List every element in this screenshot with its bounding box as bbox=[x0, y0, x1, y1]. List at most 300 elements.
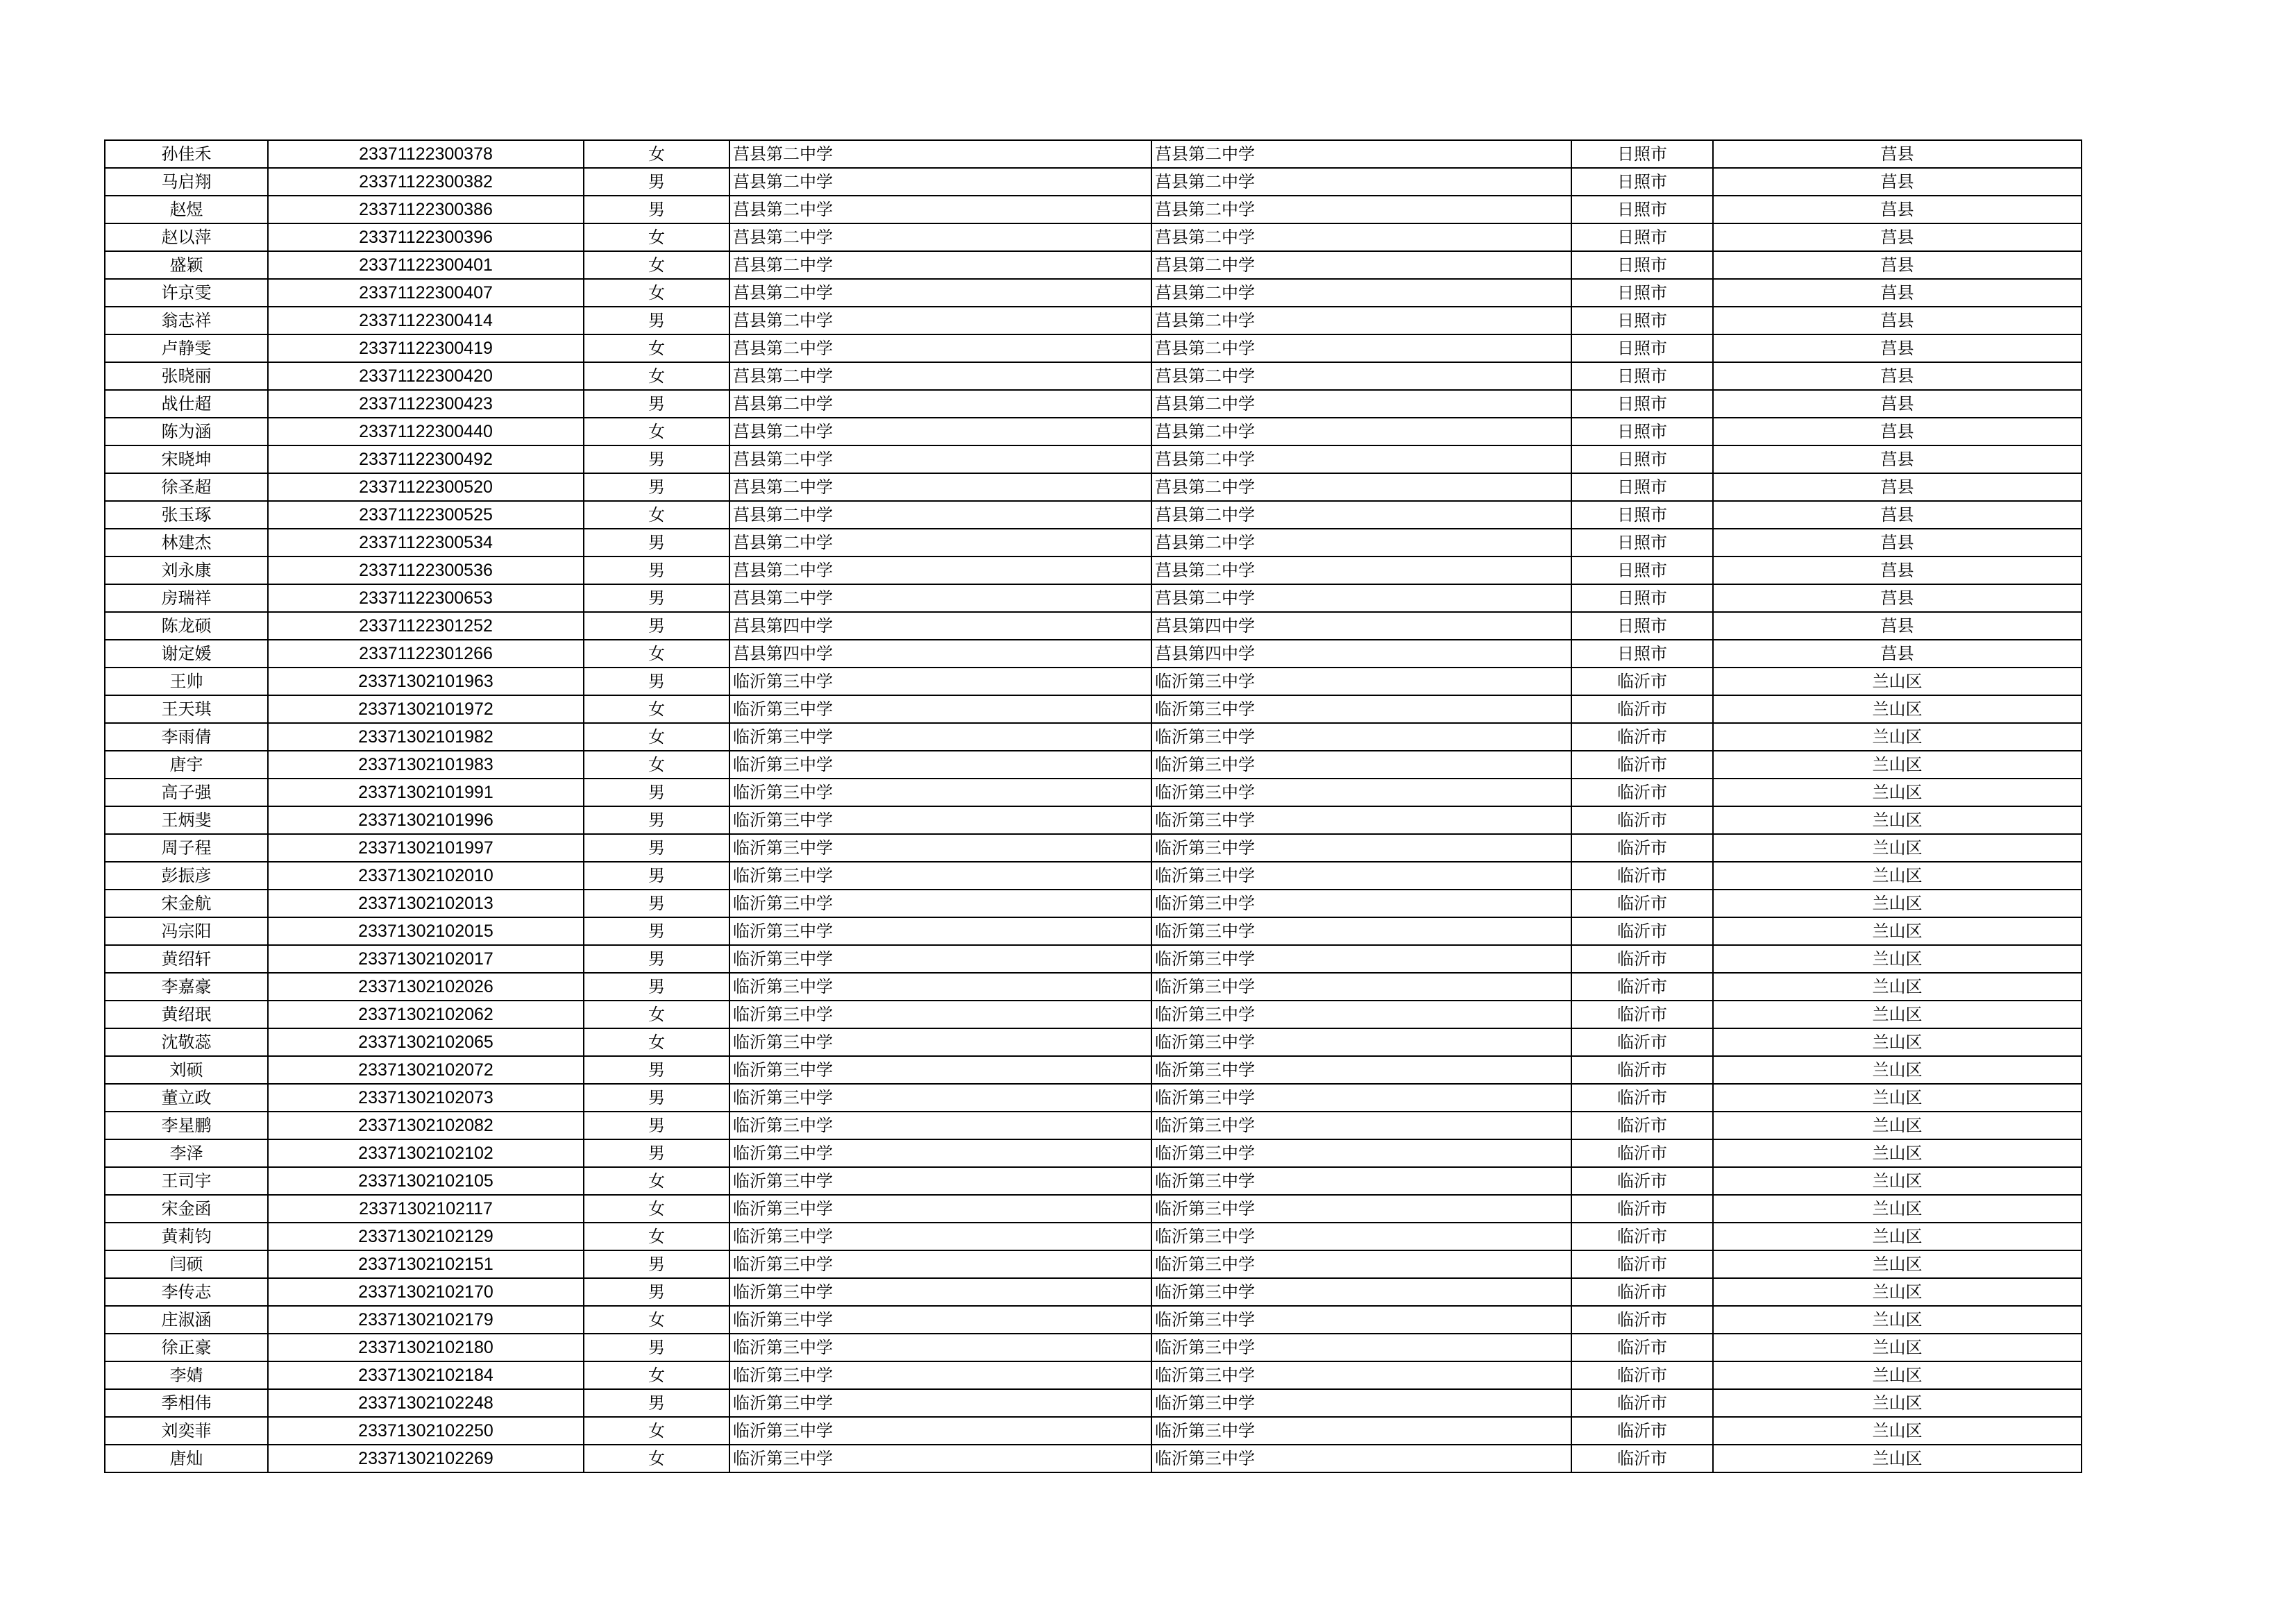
gender-cell: 女 bbox=[584, 279, 729, 307]
school-registered-cell: 莒县第二中学 bbox=[1151, 196, 1571, 223]
gender-cell: 女 bbox=[584, 723, 729, 751]
school-registered-cell: 临沂第三中学 bbox=[1151, 862, 1571, 890]
city-cell: 临沂市 bbox=[1571, 1112, 1713, 1139]
student-name-cell: 季相伟 bbox=[105, 1389, 268, 1417]
district-cell: 莒县 bbox=[1713, 612, 2082, 640]
school-registered-cell: 莒县第四中学 bbox=[1151, 640, 1571, 668]
city-cell: 临沂市 bbox=[1571, 917, 1713, 945]
school-registered-cell: 临沂第三中学 bbox=[1151, 834, 1571, 862]
student-id-cell: 23371122301252 bbox=[268, 612, 584, 640]
district-cell: 兰山区 bbox=[1713, 917, 2082, 945]
city-cell: 临沂市 bbox=[1571, 945, 1713, 973]
school-cell: 临沂第三中学 bbox=[729, 1139, 1151, 1167]
city-cell: 日照市 bbox=[1571, 584, 1713, 612]
table-row bbox=[105, 1306, 2082, 1334]
student-id-cell: 23371122300520 bbox=[268, 473, 584, 501]
school-cell: 临沂第三中学 bbox=[729, 973, 1151, 1001]
school-cell: 莒县第二中学 bbox=[729, 307, 1151, 334]
city-cell: 临沂市 bbox=[1571, 1056, 1713, 1084]
gender-cell: 男 bbox=[584, 445, 729, 473]
table-row bbox=[105, 1250, 2082, 1278]
school-registered-cell: 临沂第三中学 bbox=[1151, 751, 1571, 779]
school-registered-cell: 莒县第二中学 bbox=[1151, 445, 1571, 473]
district-cell: 莒县 bbox=[1713, 556, 2082, 584]
city-cell: 临沂市 bbox=[1571, 973, 1713, 1001]
student-id-cell: 23371302101972 bbox=[268, 695, 584, 723]
student-name-cell: 周子程 bbox=[105, 834, 268, 862]
table-row bbox=[105, 529, 2082, 556]
table-row bbox=[105, 556, 2082, 584]
gender-cell: 女 bbox=[584, 751, 729, 779]
student-name-cell: 王炳斐 bbox=[105, 806, 268, 834]
student-name-cell: 闫硕 bbox=[105, 1250, 268, 1278]
school-registered-cell: 莒县第二中学 bbox=[1151, 584, 1571, 612]
district-cell: 兰山区 bbox=[1713, 695, 2082, 723]
student-id-cell: 23371302102015 bbox=[268, 917, 584, 945]
student-name-cell: 李传志 bbox=[105, 1278, 268, 1306]
city-cell: 临沂市 bbox=[1571, 1361, 1713, 1389]
school-registered-cell: 临沂第三中学 bbox=[1151, 779, 1571, 806]
student-id-cell: 23371122300653 bbox=[268, 584, 584, 612]
student-name-cell: 李星鹏 bbox=[105, 1112, 268, 1139]
city-cell: 临沂市 bbox=[1571, 834, 1713, 862]
district-cell: 兰山区 bbox=[1713, 1112, 2082, 1139]
student-name-cell: 王帅 bbox=[105, 668, 268, 695]
school-registered-cell: 临沂第三中学 bbox=[1151, 1028, 1571, 1056]
student-id-cell: 23371122300407 bbox=[268, 279, 584, 307]
school-registered-cell: 莒县第二中学 bbox=[1151, 140, 1571, 168]
table-row bbox=[105, 1056, 2082, 1084]
student-id-cell: 23371122301266 bbox=[268, 640, 584, 668]
student-id-cell: 23371122300492 bbox=[268, 445, 584, 473]
district-cell: 莒县 bbox=[1713, 334, 2082, 362]
city-cell: 临沂市 bbox=[1571, 806, 1713, 834]
school-cell: 临沂第三中学 bbox=[729, 1223, 1151, 1250]
table-row bbox=[105, 1445, 2082, 1472]
city-cell: 日照市 bbox=[1571, 223, 1713, 251]
student-name-cell: 黄绍轩 bbox=[105, 945, 268, 973]
student-name-cell: 李嘉豪 bbox=[105, 973, 268, 1001]
student-name-cell: 徐圣超 bbox=[105, 473, 268, 501]
school-cell: 莒县第二中学 bbox=[729, 556, 1151, 584]
student-name-cell: 徐正豪 bbox=[105, 1334, 268, 1361]
school-registered-cell: 临沂第三中学 bbox=[1151, 917, 1571, 945]
city-cell: 日照市 bbox=[1571, 390, 1713, 418]
gender-cell: 男 bbox=[584, 390, 729, 418]
gender-cell: 男 bbox=[584, 862, 729, 890]
school-cell: 临沂第三中学 bbox=[729, 1445, 1151, 1472]
school-cell: 莒县第二中学 bbox=[729, 584, 1151, 612]
school-cell: 临沂第三中学 bbox=[729, 806, 1151, 834]
school-cell: 莒县第二中学 bbox=[729, 418, 1151, 445]
gender-cell: 女 bbox=[584, 223, 729, 251]
school-cell: 莒县第二中学 bbox=[729, 140, 1151, 168]
student-name-cell: 陈龙硕 bbox=[105, 612, 268, 640]
gender-cell: 男 bbox=[584, 556, 729, 584]
school-cell: 莒县第二中学 bbox=[729, 334, 1151, 362]
student-id-cell: 23371302102017 bbox=[268, 945, 584, 973]
city-cell: 日照市 bbox=[1571, 418, 1713, 445]
school-cell: 莒县第二中学 bbox=[729, 529, 1151, 556]
gender-cell: 女 bbox=[584, 1001, 729, 1028]
student-name-cell: 沈敬蕊 bbox=[105, 1028, 268, 1056]
district-cell: 兰山区 bbox=[1713, 1195, 2082, 1223]
student-name-cell: 庄淑涵 bbox=[105, 1306, 268, 1334]
student-name-cell: 李泽 bbox=[105, 1139, 268, 1167]
gender-cell: 男 bbox=[584, 890, 729, 917]
student-id-cell: 23371302101997 bbox=[268, 834, 584, 862]
district-cell: 兰山区 bbox=[1713, 1389, 2082, 1417]
gender-cell: 男 bbox=[584, 473, 729, 501]
city-cell: 临沂市 bbox=[1571, 779, 1713, 806]
district-cell: 兰山区 bbox=[1713, 890, 2082, 917]
city-cell: 临沂市 bbox=[1571, 1001, 1713, 1028]
district-cell: 兰山区 bbox=[1713, 1001, 2082, 1028]
school-registered-cell: 临沂第三中学 bbox=[1151, 1112, 1571, 1139]
table-row bbox=[105, 501, 2082, 529]
school-registered-cell: 莒县第二中学 bbox=[1151, 223, 1571, 251]
city-cell: 临沂市 bbox=[1571, 1278, 1713, 1306]
student-name-cell: 孙佳禾 bbox=[105, 140, 268, 168]
district-cell: 莒县 bbox=[1713, 140, 2082, 168]
gender-cell: 女 bbox=[584, 1306, 729, 1334]
student-name-cell: 董立政 bbox=[105, 1084, 268, 1112]
school-registered-cell: 临沂第三中学 bbox=[1151, 1278, 1571, 1306]
gender-cell: 男 bbox=[584, 945, 729, 973]
school-registered-cell: 临沂第三中学 bbox=[1151, 1167, 1571, 1195]
school-cell: 莒县第二中学 bbox=[729, 168, 1151, 196]
city-cell: 日照市 bbox=[1571, 307, 1713, 334]
student-id-cell: 23371302102170 bbox=[268, 1278, 584, 1306]
school-registered-cell: 莒县第二中学 bbox=[1151, 501, 1571, 529]
district-cell: 兰山区 bbox=[1713, 1139, 2082, 1167]
table-row bbox=[105, 334, 2082, 362]
city-cell: 临沂市 bbox=[1571, 1139, 1713, 1167]
student-name-cell: 张晓丽 bbox=[105, 362, 268, 390]
student-id-cell: 23371302102065 bbox=[268, 1028, 584, 1056]
student-name-cell: 房瑞祥 bbox=[105, 584, 268, 612]
student-name-cell: 翁志祥 bbox=[105, 307, 268, 334]
table-row bbox=[105, 834, 2082, 862]
student-id-cell: 23371122300378 bbox=[268, 140, 584, 168]
school-cell: 临沂第三中学 bbox=[729, 1417, 1151, 1445]
district-cell: 兰山区 bbox=[1713, 1361, 2082, 1389]
school-cell: 临沂第三中学 bbox=[729, 1084, 1151, 1112]
district-cell: 莒县 bbox=[1713, 279, 2082, 307]
table-row bbox=[105, 1223, 2082, 1250]
city-cell: 临沂市 bbox=[1571, 1334, 1713, 1361]
table-row bbox=[105, 445, 2082, 473]
table-row bbox=[105, 251, 2082, 279]
school-registered-cell: 莒县第四中学 bbox=[1151, 612, 1571, 640]
school-cell: 莒县第四中学 bbox=[729, 640, 1151, 668]
school-registered-cell: 莒县第二中学 bbox=[1151, 529, 1571, 556]
table-row bbox=[105, 473, 2082, 501]
gender-cell: 女 bbox=[584, 695, 729, 723]
student-id-cell: 23371302101963 bbox=[268, 668, 584, 695]
district-cell: 兰山区 bbox=[1713, 1084, 2082, 1112]
district-cell: 兰山区 bbox=[1713, 1028, 2082, 1056]
school-cell: 临沂第三中学 bbox=[729, 668, 1151, 695]
school-cell: 莒县第二中学 bbox=[729, 223, 1151, 251]
student-name-cell: 李婧 bbox=[105, 1361, 268, 1389]
gender-cell: 男 bbox=[584, 1112, 729, 1139]
school-cell: 莒县第二中学 bbox=[729, 445, 1151, 473]
student-name-cell: 王司宇 bbox=[105, 1167, 268, 1195]
gender-cell: 女 bbox=[584, 334, 729, 362]
city-cell: 日照市 bbox=[1571, 612, 1713, 640]
school-cell: 临沂第三中学 bbox=[729, 695, 1151, 723]
district-cell: 兰山区 bbox=[1713, 945, 2082, 973]
student-name-cell: 陈为涵 bbox=[105, 418, 268, 445]
table-row bbox=[105, 1195, 2082, 1223]
student-id-cell: 23371302102010 bbox=[268, 862, 584, 890]
district-cell: 兰山区 bbox=[1713, 1334, 2082, 1361]
table-row bbox=[105, 890, 2082, 917]
student-id-cell: 23371302101983 bbox=[268, 751, 584, 779]
gender-cell: 男 bbox=[584, 168, 729, 196]
city-cell: 临沂市 bbox=[1571, 1223, 1713, 1250]
gender-cell: 男 bbox=[584, 612, 729, 640]
student-id-cell: 23371302102250 bbox=[268, 1417, 584, 1445]
school-registered-cell: 临沂第三中学 bbox=[1151, 1445, 1571, 1472]
city-cell: 临沂市 bbox=[1571, 1417, 1713, 1445]
district-cell: 兰山区 bbox=[1713, 973, 2082, 1001]
district-cell: 莒县 bbox=[1713, 445, 2082, 473]
table-row bbox=[105, 751, 2082, 779]
student-name-cell: 王天琪 bbox=[105, 695, 268, 723]
district-cell: 莒县 bbox=[1713, 584, 2082, 612]
student-name-cell: 赵以萍 bbox=[105, 223, 268, 251]
student-id-cell: 23371302101996 bbox=[268, 806, 584, 834]
city-cell: 临沂市 bbox=[1571, 1306, 1713, 1334]
student-id-cell: 23371302102062 bbox=[268, 1001, 584, 1028]
district-cell: 兰山区 bbox=[1713, 723, 2082, 751]
student-id-cell: 23371302101982 bbox=[268, 723, 584, 751]
gender-cell: 男 bbox=[584, 196, 729, 223]
school-registered-cell: 临沂第三中学 bbox=[1151, 1056, 1571, 1084]
school-cell: 临沂第三中学 bbox=[729, 1278, 1151, 1306]
district-cell: 兰山区 bbox=[1713, 1056, 2082, 1084]
table-row bbox=[105, 640, 2082, 668]
student-name-cell: 卢静雯 bbox=[105, 334, 268, 362]
city-cell: 日照市 bbox=[1571, 362, 1713, 390]
school-registered-cell: 临沂第三中学 bbox=[1151, 1195, 1571, 1223]
gender-cell: 女 bbox=[584, 1195, 729, 1223]
gender-cell: 男 bbox=[584, 973, 729, 1001]
school-registered-cell: 莒县第二中学 bbox=[1151, 556, 1571, 584]
school-cell: 临沂第三中学 bbox=[729, 1334, 1151, 1361]
gender-cell: 女 bbox=[584, 1445, 729, 1472]
school-registered-cell: 临沂第三中学 bbox=[1151, 806, 1571, 834]
table-row bbox=[105, 390, 2082, 418]
city-cell: 临沂市 bbox=[1571, 890, 1713, 917]
gender-cell: 女 bbox=[584, 1028, 729, 1056]
student-name-cell: 谢定媛 bbox=[105, 640, 268, 668]
gender-cell: 男 bbox=[584, 584, 729, 612]
gender-cell: 男 bbox=[584, 806, 729, 834]
district-cell: 莒县 bbox=[1713, 640, 2082, 668]
student-id-cell: 23371122300414 bbox=[268, 307, 584, 334]
school-registered-cell: 莒县第二中学 bbox=[1151, 307, 1571, 334]
table-row bbox=[105, 1334, 2082, 1361]
city-cell: 日照市 bbox=[1571, 640, 1713, 668]
gender-cell: 女 bbox=[584, 1167, 729, 1195]
table-row bbox=[105, 612, 2082, 640]
district-cell: 兰山区 bbox=[1713, 834, 2082, 862]
district-cell: 莒县 bbox=[1713, 196, 2082, 223]
gender-cell: 女 bbox=[584, 1417, 729, 1445]
school-registered-cell: 临沂第三中学 bbox=[1151, 945, 1571, 973]
gender-cell: 女 bbox=[584, 140, 729, 168]
city-cell: 临沂市 bbox=[1571, 1195, 1713, 1223]
school-cell: 临沂第三中学 bbox=[729, 917, 1151, 945]
table-row bbox=[105, 1278, 2082, 1306]
district-cell: 莒县 bbox=[1713, 223, 2082, 251]
district-cell: 兰山区 bbox=[1713, 779, 2082, 806]
district-cell: 莒县 bbox=[1713, 473, 2082, 501]
table-row bbox=[105, 223, 2082, 251]
school-cell: 莒县第四中学 bbox=[729, 612, 1151, 640]
school-cell: 临沂第三中学 bbox=[729, 1250, 1151, 1278]
city-cell: 临沂市 bbox=[1571, 1389, 1713, 1417]
district-cell: 莒县 bbox=[1713, 251, 2082, 279]
district-cell: 莒县 bbox=[1713, 501, 2082, 529]
city-cell: 临沂市 bbox=[1571, 695, 1713, 723]
school-registered-cell: 临沂第三中学 bbox=[1151, 890, 1571, 917]
city-cell: 日照市 bbox=[1571, 529, 1713, 556]
student-id-cell: 23371302102151 bbox=[268, 1250, 584, 1278]
school-cell: 临沂第三中学 bbox=[729, 751, 1151, 779]
student-id-cell: 23371302101991 bbox=[268, 779, 584, 806]
student-name-cell: 唐宇 bbox=[105, 751, 268, 779]
student-name-cell: 张玉琢 bbox=[105, 501, 268, 529]
school-cell: 临沂第三中学 bbox=[729, 1112, 1151, 1139]
student-name-cell: 刘永康 bbox=[105, 556, 268, 584]
district-cell: 莒县 bbox=[1713, 362, 2082, 390]
gender-cell: 男 bbox=[584, 1250, 729, 1278]
city-cell: 临沂市 bbox=[1571, 751, 1713, 779]
district-cell: 兰山区 bbox=[1713, 1445, 2082, 1472]
district-cell: 莒县 bbox=[1713, 307, 2082, 334]
student-name-cell: 宋金函 bbox=[105, 1195, 268, 1223]
gender-cell: 女 bbox=[584, 1361, 729, 1389]
school-registered-cell: 莒县第二中学 bbox=[1151, 473, 1571, 501]
city-cell: 日照市 bbox=[1571, 168, 1713, 196]
gender-cell: 女 bbox=[584, 362, 729, 390]
table-row bbox=[105, 1361, 2082, 1389]
student-name-cell: 高子强 bbox=[105, 779, 268, 806]
table-row bbox=[105, 779, 2082, 806]
student-id-cell: 23371302102102 bbox=[268, 1139, 584, 1167]
school-cell: 莒县第二中学 bbox=[729, 362, 1151, 390]
city-cell: 日照市 bbox=[1571, 556, 1713, 584]
city-cell: 临沂市 bbox=[1571, 1028, 1713, 1056]
student-name-cell: 许京雯 bbox=[105, 279, 268, 307]
school-registered-cell: 临沂第三中学 bbox=[1151, 668, 1571, 695]
table-row bbox=[105, 973, 2082, 1001]
student-name-cell: 黄绍珉 bbox=[105, 1001, 268, 1028]
city-cell: 日照市 bbox=[1571, 334, 1713, 362]
student-id-cell: 23371122300386 bbox=[268, 196, 584, 223]
table-row bbox=[105, 1167, 2082, 1195]
student-id-cell: 23371122300420 bbox=[268, 362, 584, 390]
student-name-cell: 林建杰 bbox=[105, 529, 268, 556]
school-cell: 莒县第二中学 bbox=[729, 501, 1151, 529]
student-name-cell: 宋晓坤 bbox=[105, 445, 268, 473]
student-name-cell: 刘奕菲 bbox=[105, 1417, 268, 1445]
gender-cell: 女 bbox=[584, 1223, 729, 1250]
table-row bbox=[105, 1084, 2082, 1112]
table-row bbox=[105, 140, 2082, 168]
gender-cell: 女 bbox=[584, 640, 729, 668]
student-id-cell: 23371302102269 bbox=[268, 1445, 584, 1472]
student-id-cell: 23371302102013 bbox=[268, 890, 584, 917]
student-id-cell: 23371122300396 bbox=[268, 223, 584, 251]
table-row bbox=[105, 307, 2082, 334]
school-registered-cell: 临沂第三中学 bbox=[1151, 1001, 1571, 1028]
student-id-cell: 23371302102180 bbox=[268, 1334, 584, 1361]
student-id-cell: 23371302102129 bbox=[268, 1223, 584, 1250]
table-row bbox=[105, 1112, 2082, 1139]
school-cell: 临沂第三中学 bbox=[729, 1361, 1151, 1389]
gender-cell: 男 bbox=[584, 779, 729, 806]
school-registered-cell: 莒县第二中学 bbox=[1151, 168, 1571, 196]
table-row bbox=[105, 862, 2082, 890]
school-cell: 临沂第三中学 bbox=[729, 834, 1151, 862]
student-id-cell: 23371302102082 bbox=[268, 1112, 584, 1139]
student-name-cell: 马启翔 bbox=[105, 168, 268, 196]
city-cell: 临沂市 bbox=[1571, 668, 1713, 695]
student-id-cell: 23371302102105 bbox=[268, 1167, 584, 1195]
city-cell: 临沂市 bbox=[1571, 1084, 1713, 1112]
city-cell: 日照市 bbox=[1571, 140, 1713, 168]
table-row bbox=[105, 168, 2082, 196]
table-row bbox=[105, 1028, 2082, 1056]
city-cell: 日照市 bbox=[1571, 501, 1713, 529]
district-cell: 兰山区 bbox=[1713, 1250, 2082, 1278]
student-name-cell: 赵煜 bbox=[105, 196, 268, 223]
student-id-cell: 23371122300536 bbox=[268, 556, 584, 584]
school-registered-cell: 临沂第三中学 bbox=[1151, 1250, 1571, 1278]
student-name-cell: 黄莉钧 bbox=[105, 1223, 268, 1250]
school-registered-cell: 莒县第二中学 bbox=[1151, 279, 1571, 307]
gender-cell: 男 bbox=[584, 529, 729, 556]
student-id-cell: 23371122300534 bbox=[268, 529, 584, 556]
school-registered-cell: 莒县第二中学 bbox=[1151, 362, 1571, 390]
school-cell: 临沂第三中学 bbox=[729, 1028, 1151, 1056]
student-id-cell: 23371302102026 bbox=[268, 973, 584, 1001]
student-id-cell: 23371122300419 bbox=[268, 334, 584, 362]
table-row bbox=[105, 945, 2082, 973]
table-row bbox=[105, 668, 2082, 695]
district-cell: 兰山区 bbox=[1713, 668, 2082, 695]
school-registered-cell: 临沂第三中学 bbox=[1151, 1306, 1571, 1334]
table-row bbox=[105, 1389, 2082, 1417]
student-id-cell: 23371302102072 bbox=[268, 1056, 584, 1084]
student-id-cell: 23371122300423 bbox=[268, 390, 584, 418]
table-row bbox=[105, 362, 2082, 390]
district-cell: 莒县 bbox=[1713, 529, 2082, 556]
gender-cell: 男 bbox=[584, 1389, 729, 1417]
school-registered-cell: 莒县第二中学 bbox=[1151, 334, 1571, 362]
school-cell: 临沂第三中学 bbox=[729, 1306, 1151, 1334]
school-cell: 临沂第三中学 bbox=[729, 1195, 1151, 1223]
city-cell: 日照市 bbox=[1571, 445, 1713, 473]
school-registered-cell: 临沂第三中学 bbox=[1151, 695, 1571, 723]
school-registered-cell: 临沂第三中学 bbox=[1151, 1334, 1571, 1361]
school-registered-cell: 莒县第二中学 bbox=[1151, 390, 1571, 418]
